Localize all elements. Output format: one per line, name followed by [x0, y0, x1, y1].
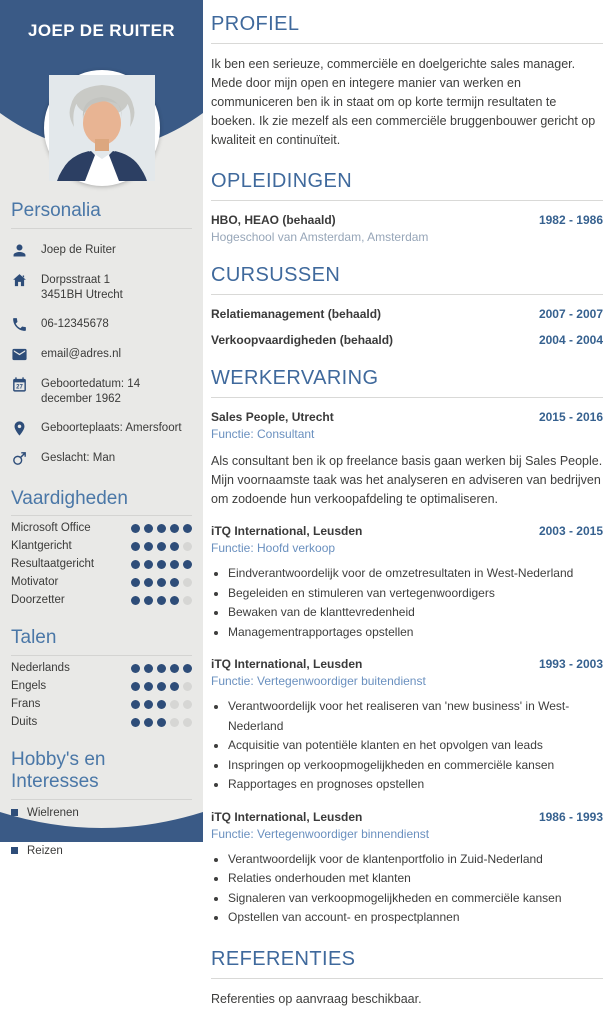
- section-opleidingen: [211, 170, 603, 244]
- work-bullet: Managementrapportages opstellen: [211, 623, 603, 643]
- home-icon: [11, 272, 28, 289]
- sidebar-content: [11, 200, 192, 857]
- divider: [211, 43, 603, 44]
- hobby-item: [11, 845, 192, 857]
- language-row: [11, 716, 192, 728]
- section-profiel: [211, 13, 603, 150]
- work-employer: Sales People, Utrecht: [211, 410, 334, 424]
- calendar-icon: [11, 376, 28, 393]
- work-bullet-list: [211, 850, 603, 928]
- profiel-title: PROFIEL: [211, 13, 300, 35]
- divider: [11, 799, 192, 800]
- dot-empty: [170, 700, 179, 709]
- divider: [11, 655, 192, 656]
- location-pin-icon: [11, 420, 28, 437]
- section-referenties: [211, 948, 603, 1009]
- dot-filled: [157, 664, 166, 673]
- work-period: 1986 - 1993: [538, 809, 603, 824]
- skill-row: [11, 594, 192, 606]
- personalia-value: Dorpsstraat 1 3451BH Utrecht: [41, 273, 123, 301]
- dot-filled: [144, 542, 153, 551]
- language-level-dots: [131, 682, 192, 691]
- dot-filled: [144, 596, 153, 605]
- work-bullet: Rapportages en prognoses opstellen: [211, 775, 603, 795]
- skill-row: [11, 558, 192, 570]
- section-werkervaring: [211, 367, 603, 928]
- male-icon: [11, 450, 28, 467]
- dot-filled: [170, 578, 179, 587]
- werkervaring-title: WERKERVARING: [211, 367, 379, 389]
- dot-filled: [131, 682, 140, 691]
- divider: [211, 294, 603, 295]
- personalia-item-address: [11, 272, 192, 303]
- personalia-value: Geboorteplaats: Amersfoort: [41, 421, 182, 434]
- dot-filled: [131, 542, 140, 551]
- work-description: Als consultant ben ik op freelance basis gaan werken bij Sales People. Mijn voornaamste taak was het analyseren en adviseren van bedrijven om zodoende hun verkoopafdeling te optimaliseren.: [211, 454, 603, 506]
- personalia-item-name: [11, 242, 192, 259]
- dot-empty: [183, 718, 192, 727]
- language-row: [11, 698, 192, 710]
- dot-filled: [183, 664, 192, 673]
- divider: [211, 397, 603, 398]
- skill-label: Klantgericht: [11, 540, 72, 553]
- dot-filled: [144, 664, 153, 673]
- work-period: 1993 - 2003: [538, 657, 603, 671]
- divider: [11, 228, 192, 229]
- work-bullet: Opstellen van account- en prospectplannen: [211, 908, 603, 928]
- dot-filled: [157, 682, 166, 691]
- work-bullet: Bewaken van de klanttevredenheid: [211, 603, 603, 623]
- dot-filled: [157, 700, 166, 709]
- language-level-dots: [131, 700, 192, 709]
- dot-filled: [144, 682, 153, 691]
- skill-level-dots: [131, 524, 192, 533]
- work-employer: iTQ International, Leusden: [211, 524, 363, 538]
- work-employer: iTQ International, Leusden: [211, 809, 363, 824]
- skill-row: [11, 540, 192, 552]
- work-bullet: Acquisitie van potentiële klanten en het opvolgen van leads: [211, 736, 603, 756]
- calendar-day-number: 27: [16, 384, 23, 391]
- dot-filled: [157, 524, 166, 533]
- education-entry: [211, 213, 603, 244]
- user-icon: [11, 242, 28, 259]
- cursussen-title: CURSUSSEN: [211, 264, 341, 286]
- hobby-label: Wielrenen: [27, 806, 79, 819]
- language-label: Engels: [11, 680, 47, 693]
- personalia-title: Personalia: [11, 200, 101, 221]
- dot-empty: [183, 578, 192, 587]
- work-bullet: Signaleren van verkoopmogelijkheden en commerciële kansen: [211, 889, 603, 909]
- phone-icon: [11, 316, 28, 333]
- work-period: 2003 - 2015: [538, 524, 603, 538]
- work-role: Functie: Vertegenwoordiger binnendienst: [211, 826, 430, 841]
- dot-filled: [170, 560, 179, 569]
- personalia-value: Geboortedatum: 14 december 1962: [41, 377, 141, 405]
- language-level-dots: [131, 664, 192, 673]
- personalia-value: 06-12345678: [41, 317, 109, 330]
- personalia-item-gender: [11, 450, 192, 467]
- languages-list: [11, 662, 192, 728]
- work-role: Functie: Consultant: [211, 427, 315, 441]
- work-bullet: Begeleiden en stimuleren van vertegenwoordigers: [211, 584, 603, 604]
- dot-filled: [157, 596, 166, 605]
- skill-label: Resultaatgericht: [11, 558, 95, 571]
- hobby-label: Reizen: [27, 844, 63, 857]
- dot-empty: [183, 682, 192, 691]
- dot-filled: [157, 578, 166, 587]
- language-label: Frans: [11, 698, 41, 711]
- course-entry: [211, 307, 603, 321]
- avatar-illustration: [49, 75, 155, 181]
- skill-row: [11, 576, 192, 588]
- dot-filled: [131, 524, 140, 533]
- course-entry: [211, 333, 603, 347]
- work-bullet: Inspringen op verkoopmogelijkheden en commerciële kansen: [211, 756, 603, 776]
- dot-filled: [144, 524, 153, 533]
- dot-filled: [170, 524, 179, 533]
- work-bullet-list: [211, 697, 603, 795]
- work-bullet-list: [211, 564, 603, 642]
- dot-filled: [183, 524, 192, 533]
- skill-row: [11, 522, 192, 534]
- dot-filled: [131, 700, 140, 709]
- dot-empty: [170, 718, 179, 727]
- personalia-item-birthplace: [11, 420, 192, 437]
- skill-level-dots: [131, 578, 192, 587]
- dot-filled: [131, 596, 140, 605]
- skill-label: Doorzetter: [11, 594, 65, 607]
- work-bullet: Verantwoordelijk voor het realiseren van 'new business' in West-Nederland: [211, 697, 603, 736]
- dot-empty: [183, 596, 192, 605]
- dot-filled: [131, 560, 140, 569]
- work-entry: [211, 810, 603, 928]
- main-content: [211, 0, 603, 1009]
- dot-filled: [144, 560, 153, 569]
- divider: [211, 200, 603, 201]
- dot-filled: [157, 560, 166, 569]
- opleidingen-title: OPLEIDINGEN: [211, 170, 353, 192]
- work-bullet: Relaties onderhouden met klanten: [211, 869, 603, 889]
- education-period: 1982 - 1986: [538, 213, 603, 227]
- dot-filled: [170, 682, 179, 691]
- language-row: [11, 680, 192, 692]
- dot-filled: [170, 664, 179, 673]
- divider: [11, 515, 192, 516]
- course-period: 2007 - 2007: [538, 307, 603, 321]
- personalia-item-phone: [11, 316, 192, 333]
- course-period: 2004 - 2004: [538, 333, 603, 347]
- square-bullet-icon: [11, 847, 18, 854]
- work-employer: iTQ International, Leusden: [211, 657, 363, 671]
- work-role: Functie: Vertegenwoordiger buitendienst: [211, 674, 426, 688]
- skill-label: Microsoft Office: [11, 522, 91, 535]
- work-period: 2015 - 2016: [538, 410, 603, 424]
- language-label: Nederlands: [11, 662, 70, 675]
- skill-level-dots: [131, 560, 192, 569]
- dot-filled: [144, 578, 153, 587]
- dot-filled: [157, 542, 166, 551]
- dot-filled: [183, 560, 192, 569]
- dot-filled: [170, 596, 179, 605]
- dot-filled: [144, 718, 153, 727]
- skills-list: [11, 522, 192, 606]
- dot-filled: [131, 578, 140, 587]
- person-name-header: JOEP DE RUITER: [28, 21, 175, 40]
- mail-icon: [11, 346, 28, 363]
- dot-filled: [157, 718, 166, 727]
- work-bullet: Eindverantwoordelijk voor de omzetresultaten in West-Nederland: [211, 564, 603, 584]
- vaardigheden-title: Vaardigheden: [11, 487, 128, 509]
- work-entry: [211, 410, 603, 509]
- language-row: [11, 662, 192, 674]
- course-name: Verkoopvaardigheden (behaald): [211, 333, 394, 347]
- divider: [211, 978, 603, 979]
- personalia-value: Joep de Ruiter: [41, 243, 116, 256]
- education-school: Hogeschool van Amsterdam, Amsterdam: [211, 230, 429, 244]
- dot-filled: [131, 664, 140, 673]
- education-name: HBO, HEAO (behaald): [211, 213, 336, 227]
- dot-empty: [183, 542, 192, 551]
- skill-level-dots: [131, 596, 192, 605]
- section-cursussen: [211, 264, 603, 347]
- skill-level-dots: [131, 542, 192, 551]
- dot-filled: [144, 700, 153, 709]
- referenties-text: Referenties op aanvraag beschikbaar.: [211, 991, 422, 1006]
- hobbys-title: Hobby's en Interesses: [11, 749, 106, 793]
- language-label: Duits: [11, 716, 38, 729]
- personalia-item-birthdate: [11, 376, 192, 407]
- personalia-item-email: [11, 346, 192, 363]
- dot-empty: [183, 700, 192, 709]
- work-entry: [211, 657, 603, 795]
- skill-label: Motivator: [11, 576, 59, 589]
- dot-filled: [170, 542, 179, 551]
- work-bullet: Verantwoordelijk voor de klantenportfolio in Zuid-Nederland: [211, 850, 603, 870]
- profiel-text: Ik ben een serieuze, commerciële en doelgerichte sales manager. Mede door mijn open en integere manier van werken en communiceren ben ik in staat om op korte termijn resultaten te boeken. Ik zie mezelf als een commerciële bruggenbouwer gericht op kwaliteit en continuïteit.: [211, 57, 596, 147]
- language-level-dots: [131, 718, 192, 727]
- footer-curve-shape: [0, 802, 203, 842]
- work-entry: [211, 524, 603, 642]
- personalia-value: Geslacht: Man: [41, 451, 116, 464]
- talen-title: Talen: [11, 627, 57, 649]
- personalia-value: email@adres.nl: [41, 347, 122, 360]
- sidebar: [0, 0, 203, 857]
- referenties-title: REFERENTIES: [211, 947, 356, 970]
- work-role: Functie: Hoofd verkoop: [211, 541, 336, 555]
- dot-filled: [131, 718, 140, 727]
- course-name: Relatiemanagement (behaald): [211, 307, 382, 321]
- profile-photo: [44, 70, 160, 186]
